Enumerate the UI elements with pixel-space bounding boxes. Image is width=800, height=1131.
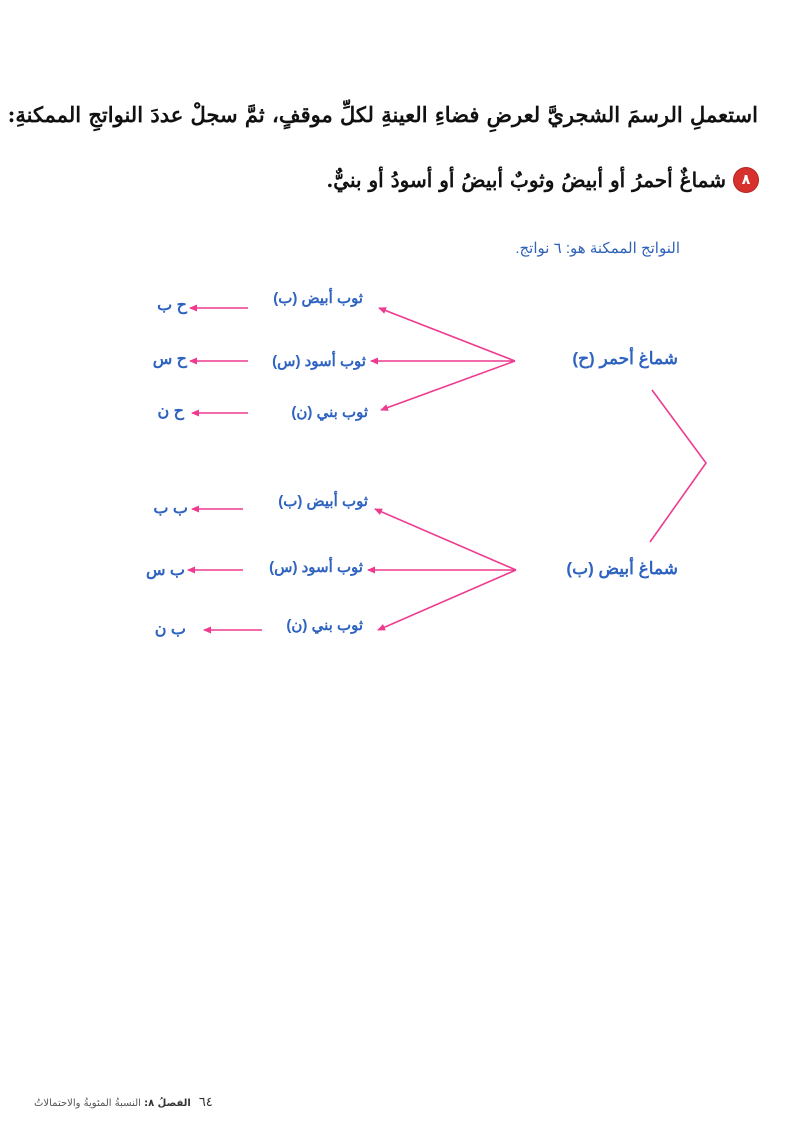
question-text: شماغٌ أحمرُ أو أبيضُ وثوبٌ أبيضُ أو أسودُ أو بنيٌّ. bbox=[326, 168, 726, 192]
branch-label-brown-thobe: ثوب بني (ن) bbox=[291, 404, 368, 421]
branch-arrow bbox=[375, 509, 516, 570]
instruction-text: استعملِ الرسمَ الشجريَّ لعرضِ فضاءِ العينةِ لكلِّ موقفٍ، ثمَّ سجلْ عددَ النواتجِ الممكنةِ: bbox=[7, 102, 758, 127]
outcome-label: ح س bbox=[152, 351, 187, 368]
chapter-info bbox=[34, 1098, 191, 1109]
page-footer bbox=[34, 1095, 213, 1110]
question-number-badge: ٨ bbox=[734, 168, 758, 192]
answer-text: النواتج الممكنة هو: ٦ نواتج. bbox=[515, 240, 680, 257]
branch-label-black-thobe: ثوب أسود (س) bbox=[269, 559, 363, 576]
page-number: ٦٤ bbox=[198, 1095, 213, 1110]
outcome-label: ح ن bbox=[157, 403, 184, 420]
chapter-title: النسبةُ المئويةُ والاحتمالاتُ bbox=[34, 1098, 141, 1109]
branch-label-white-thobe: ثوب أبيض (ب) bbox=[273, 290, 363, 307]
branch-arrow bbox=[378, 570, 516, 630]
root-label-red-shemagh: شماغ أحمر (ح) bbox=[572, 349, 678, 368]
branch-label-brown-thobe: ثوب بني (ن) bbox=[286, 617, 363, 634]
outcome-label: ب ن bbox=[154, 621, 186, 638]
outcome-label: ح ب bbox=[157, 297, 187, 314]
outcome-label: ب س bbox=[145, 562, 185, 579]
outcome-label: ب ب bbox=[153, 500, 188, 517]
branch-arrow bbox=[379, 308, 515, 361]
root-bracket-line bbox=[650, 390, 706, 542]
chapter-label: الفصلُ ٨: bbox=[144, 1098, 191, 1109]
branch-arrow bbox=[381, 361, 515, 410]
branch-label-white-thobe: ثوب أبيض (ب) bbox=[278, 493, 368, 510]
root-label-white-shemagh: شماغ أبيض (ب) bbox=[566, 559, 678, 578]
branch-label-black-thobe: ثوب أسود (س) bbox=[272, 353, 366, 370]
